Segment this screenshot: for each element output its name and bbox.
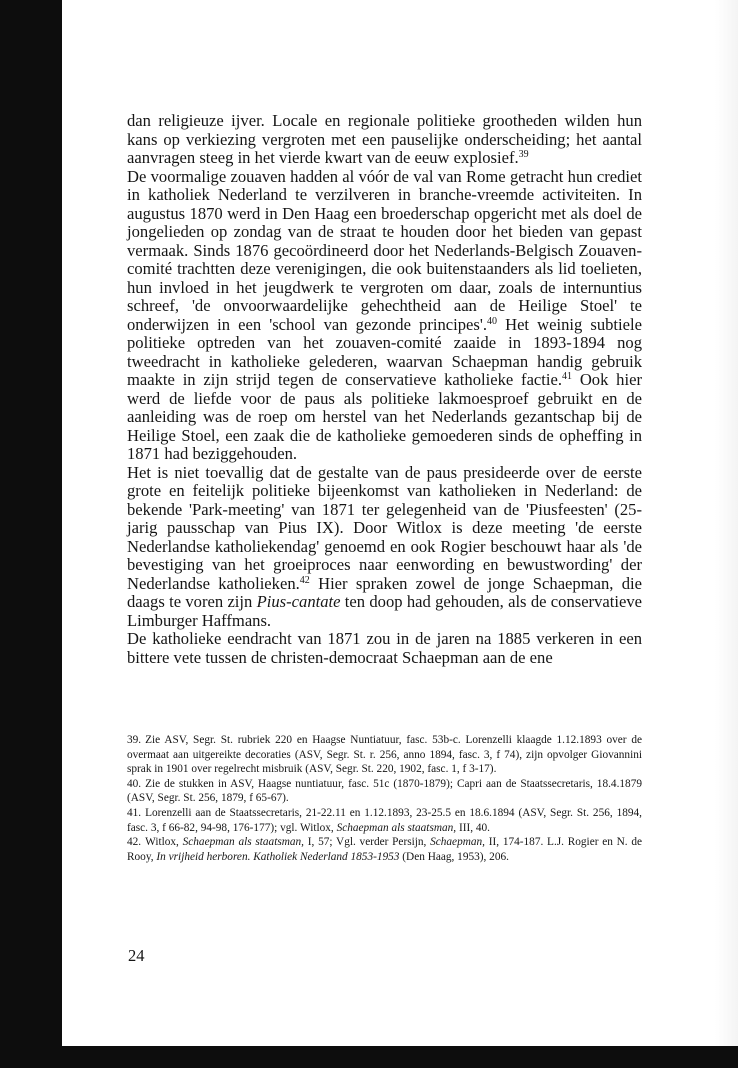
footnote-text: Zie ASV, Segr. St. rubriek 220 en Haagse Nuntiatuur, fasc. 53b-c. Lorenzelli klaagde 1.12.1893 over de overmaat aan uitgereikte decoraties (ASV, Segr. St. r. 256, anno 1894, fasc. 3, f 74), zijn opvolger Giovannini sprak in 1901 over regelrecht misbruik (ASV, Segr. St. 220, 1902, fasc. 1, f 3-17). — [127, 734, 642, 776]
paragraph-3-text-b: Hier spraken zowel de jonge Schaepman, die daags te voren zijn — [127, 573, 643, 611]
paragraph-2 — [127, 168, 642, 464]
footnote-ref-40[interactable]: 40 — [487, 315, 497, 327]
paragraph-2-text-c: Ook hier werd de liefde voor de paus als politieke lakmoesproef gebruikt en de aanleiding was de roep om herstel van het Nederlands gezantschap bij de Heilige Stoel, een zaak die de katholieke gemoederen sinds de opheffing in 1871 had beziggehouden. — [127, 370, 642, 463]
footnote-text-a: Witlox, — [145, 836, 183, 849]
paragraph-1 — [127, 112, 642, 168]
paragraph-1-text: dan religieuze ijver. Locale en regionale politieke grootheden wilden hun kans op verkiezing vergroten met een pauselijke onderscheiding; het aantal aanvragen steeg in het vierde kwart van de eeuw explosief. — [127, 111, 642, 167]
footnote-42 — [127, 835, 642, 864]
footnotes — [127, 733, 642, 864]
scan-border-left — [0, 0, 62, 1068]
footnote-italic-title-2: Schaepman, — [430, 836, 485, 849]
paragraph-2-text-a: De voormalige zouaven hadden al vóór de val van Rome getracht hun crediet in katholiek Nederland te verzilveren in branche-vreemde activiteiten. In augustus 1870 werd in Den Haag een broederschap opgericht met als doel de jongelieden op zondag van de straat te houden door het bieden van gepast vermaak. Sinds 1876 gecoördineerd door het Nederlands-Belgisch Zouaven-comité trachtten deze verenigingen, die ook buitenstaanders als lid toelieten, hun invloed in het jeugdwerk te vergroten om daar, zoals de internuntius schreef, 'de onvoorwaardelijke gehechtheid aan de Heilige Stoel' te onderwijzen in een 'school van gezonde principes'. — [127, 166, 642, 334]
footnote-number: 39. — [127, 734, 142, 746]
scan-border-bottom — [0, 1046, 738, 1068]
footnote-text-a: Lorenzelli aan de Staatssecretaris, 21-22.11 en 1.12.1893, 23-25.5 en 18.6.1894 (ASV, Segr. St. 256, 1894, fasc. 3, f 66-82, 94-98, 176-177); vgl. Witlox, — [127, 806, 642, 834]
paragraph-3-italic-title: Pius-cantate — [256, 592, 341, 611]
footnote-number: 42. — [127, 836, 142, 849]
footnote-text-c: II, 174-187. L.J. Rogier en N. de Rooy, — [127, 836, 642, 863]
body-text — [127, 112, 642, 667]
footnote-text-b: III, 40. — [456, 821, 491, 834]
footnote-number: 41. — [127, 806, 142, 819]
footnote-39 — [127, 733, 642, 777]
footnote-41 — [127, 806, 642, 835]
paragraph-2-text-b: Het weinig subtiele politieke optreden van het zouaven-comité zaaide in 1893-1894 nog tweedracht in katholieke gelederen, waarvan Schaepman handig gebruik maakte in zijn strijd tegen de conservatieve katholieke factie. — [127, 314, 642, 389]
paragraph-4-text: De katholieke eendracht van 1871 zou in de jaren na 1885 verkeren in een bittere vete tussen de christen-democraat Schaepman aan de ene — [127, 629, 642, 667]
footnote-40 — [127, 777, 642, 806]
paragraph-3 — [127, 464, 642, 631]
footnote-italic-title-3: In vrijheid herboren. Katholiek Nederland 1853-1953 — [156, 850, 400, 863]
footnote-ref-39[interactable]: 39 — [518, 149, 529, 160]
scan-edge-right — [715, 0, 738, 1046]
footnote-text: Zie de stukken in ASV, Haagse nuntiatuur, fasc. 51c (1870-1879); Capri aan de Staatssecretaris, 18.4.1879 (ASV, Segr. St. 256, 1879, f 65-67). — [127, 777, 642, 805]
footnote-text-d: (Den Haag, 1953), 206. — [399, 850, 509, 863]
paragraph-3-text-a: Het is niet toevallig dat de gestalte van de paus presideerde over de eerste grote en feitelijk politieke bijeenkomst van katholieken in Nederland: de bekende 'Park-meeting' van 1871 ter gelegenheid van de 'Piusfeesten' (25-jarig pausschap van Pius IX). Door Witlox is deze meeting 'de eerste Nederlandse katholiekendag' genoemd en ook Rogier beschouwt haar als 'de bevestiging van het groeiproces naar eenwording en bewustwording' der Nederlandse katholieken. — [127, 462, 642, 593]
footnote-text-b: I, 57; Vgl. verder Persijn, — [304, 836, 431, 849]
footnote-number: 40. — [127, 777, 142, 790]
paragraph-4 — [127, 630, 642, 667]
footnote-italic-title-1: Schaepman als staatsman, — [182, 836, 305, 849]
footnote-ref-41[interactable]: 41 — [562, 371, 573, 382]
page-number: 24 — [128, 946, 145, 965]
footnote-ref-42[interactable]: 42 — [299, 574, 310, 586]
footnote-italic-title: Schaepman als staatsman, — [336, 821, 457, 834]
paragraph-3-text-c: ten doop had gehouden, als de conservatieve Limburger Haffmans. — [127, 592, 642, 630]
